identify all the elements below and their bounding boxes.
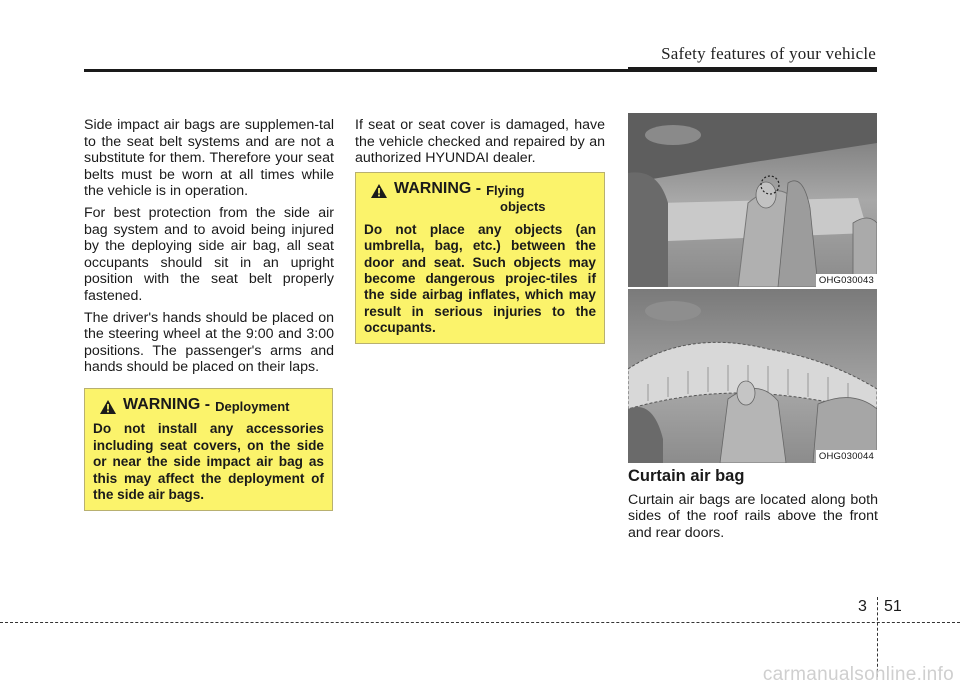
paragraph-hand-position: The driver's hands should be placed on the steering wheel at the 9:00 and 3:00 positions. The passenger's arms and hands should be placed on their laps. — [84, 309, 334, 376]
page-number: 51 — [884, 598, 902, 615]
warning-label: WARNING - — [123, 396, 211, 413]
warning-body: Do not install any accessories including seat covers, on the side or near the side impact air bag as this may affect the deployment of the side air bags. — [93, 421, 324, 503]
warning-box-flying-objects — [355, 172, 605, 344]
warning-box-deployment — [84, 388, 333, 511]
warning-subtitle: Deployment — [215, 399, 290, 414]
warning-header — [364, 181, 596, 199]
column-1 — [84, 117, 334, 381]
column-2 — [355, 117, 605, 172]
paragraph-curtain-airbag: Curtain air bags are located along both sides of the roof rails above the front and rear doors. — [628, 491, 878, 541]
figure-curtain-airbag-photo — [628, 289, 877, 463]
column-3 — [628, 468, 878, 546]
page-header-title: Safety features of your vehicle — [661, 44, 876, 63]
header-rule-accent — [628, 67, 877, 72]
warning-subtitle-line2: objects — [500, 199, 546, 215]
warning-subtitle-line1: Flying — [486, 183, 525, 198]
paragraph-best-protection: For best protection from the side air bag system and to avoid being injured by the deploying side air bag, all seat occupants should sit in an upright position with the seat belt properly fastened. — [84, 204, 334, 304]
warning-triangle-icon — [99, 399, 117, 415]
footer-rule — [0, 622, 960, 623]
paragraph-supplemental: Side impact air bags are supplemen-tal to the seat belt systems and are not a substitute for them. Therefore your seat belts must be worn at all times while the vehicle is in operation. — [84, 117, 334, 200]
side-airbag-illustration — [628, 113, 877, 287]
warning-body: Do not place any objects (an umbrella, bag, etc.) between the door and seat. Such objects may become dangerous projec-tiles if the side airbag inflates, which may result in serious injuries to the occupants. — [364, 221, 596, 336]
watermark: carmanualsonline.info — [762, 664, 954, 685]
figure-code-1: OHG030043 — [816, 274, 877, 287]
paragraph-seat-cover: If seat or seat cover is damaged, have the vehicle checked and repaired by an authorized HYUNDAI dealer. — [355, 117, 605, 167]
warning-label: WARNING - — [394, 180, 482, 197]
figure-code-2: OHG030044 — [816, 450, 877, 463]
section-title-curtain-airbag: Curtain air bag — [628, 467, 745, 485]
warning-triangle-icon — [370, 183, 388, 199]
chapter-number: 3 — [858, 598, 867, 615]
figure-side-airbag-photo — [628, 113, 877, 287]
warning-header — [93, 397, 324, 415]
curtain-airbag-illustration — [628, 289, 877, 463]
